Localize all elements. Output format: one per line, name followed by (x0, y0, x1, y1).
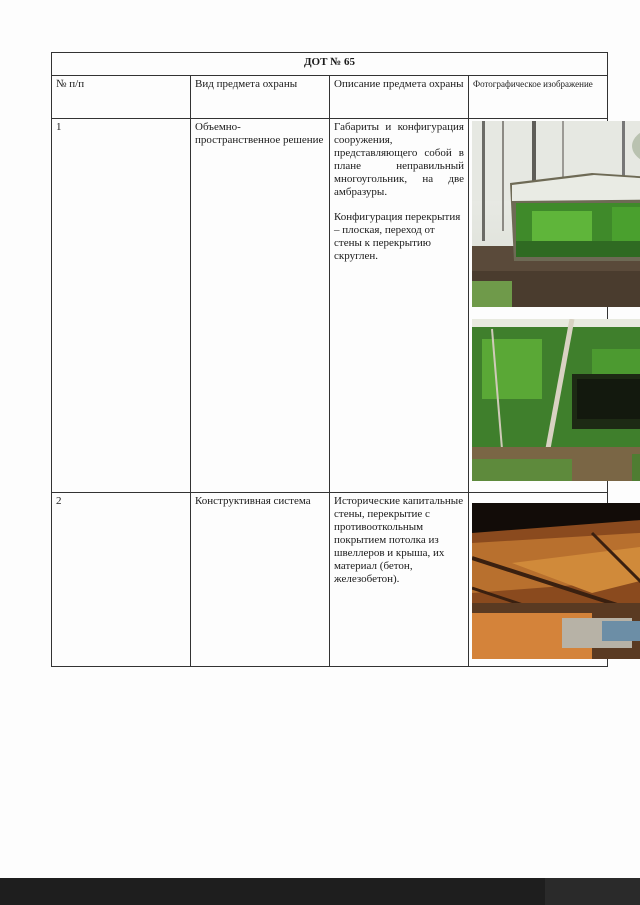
row-desc (330, 119, 469, 493)
header-photo: Фотографическое изображение (469, 76, 608, 119)
header-num: № п/п (52, 76, 191, 119)
header-type: Вид предмета охраны (191, 76, 330, 119)
row-desc-paragraph: Конфигурация перекрытия – плоская, переход от стены к перекрытию скруглен. (334, 211, 461, 262)
bunker-photo-embrasure (472, 319, 640, 481)
row-desc-paragraph: Габариты и конфигурация сооружения, представляющего собой в плане неправильный многоугольник, на две амбразуры. (334, 121, 464, 198)
bunker-photo-ceiling (472, 503, 640, 659)
row-type: Конструктивная система (191, 493, 330, 667)
row-desc-paragraph: Исторические капитальные стены, перекрытие с противооткольным покрытием потолка из швеллеров и крыша, их материал (бетон, железобетон). (334, 495, 464, 585)
heritage-table (51, 52, 608, 667)
row-photos (469, 493, 608, 667)
scan-bottom-edge (0, 878, 640, 905)
row-photos (469, 119, 608, 493)
header-desc: Описание предмета охраны (330, 76, 469, 119)
row-num: 2 (52, 493, 191, 667)
table-row (52, 493, 608, 667)
row-type: Объемно-пространственное решение (191, 119, 330, 493)
bunker-photo-exterior (472, 121, 640, 307)
table-header-row (52, 76, 608, 119)
row-num: 1 (52, 119, 191, 493)
table-row (52, 119, 608, 493)
row-desc (330, 493, 469, 667)
table-title: ДОТ № 65 (52, 53, 608, 76)
